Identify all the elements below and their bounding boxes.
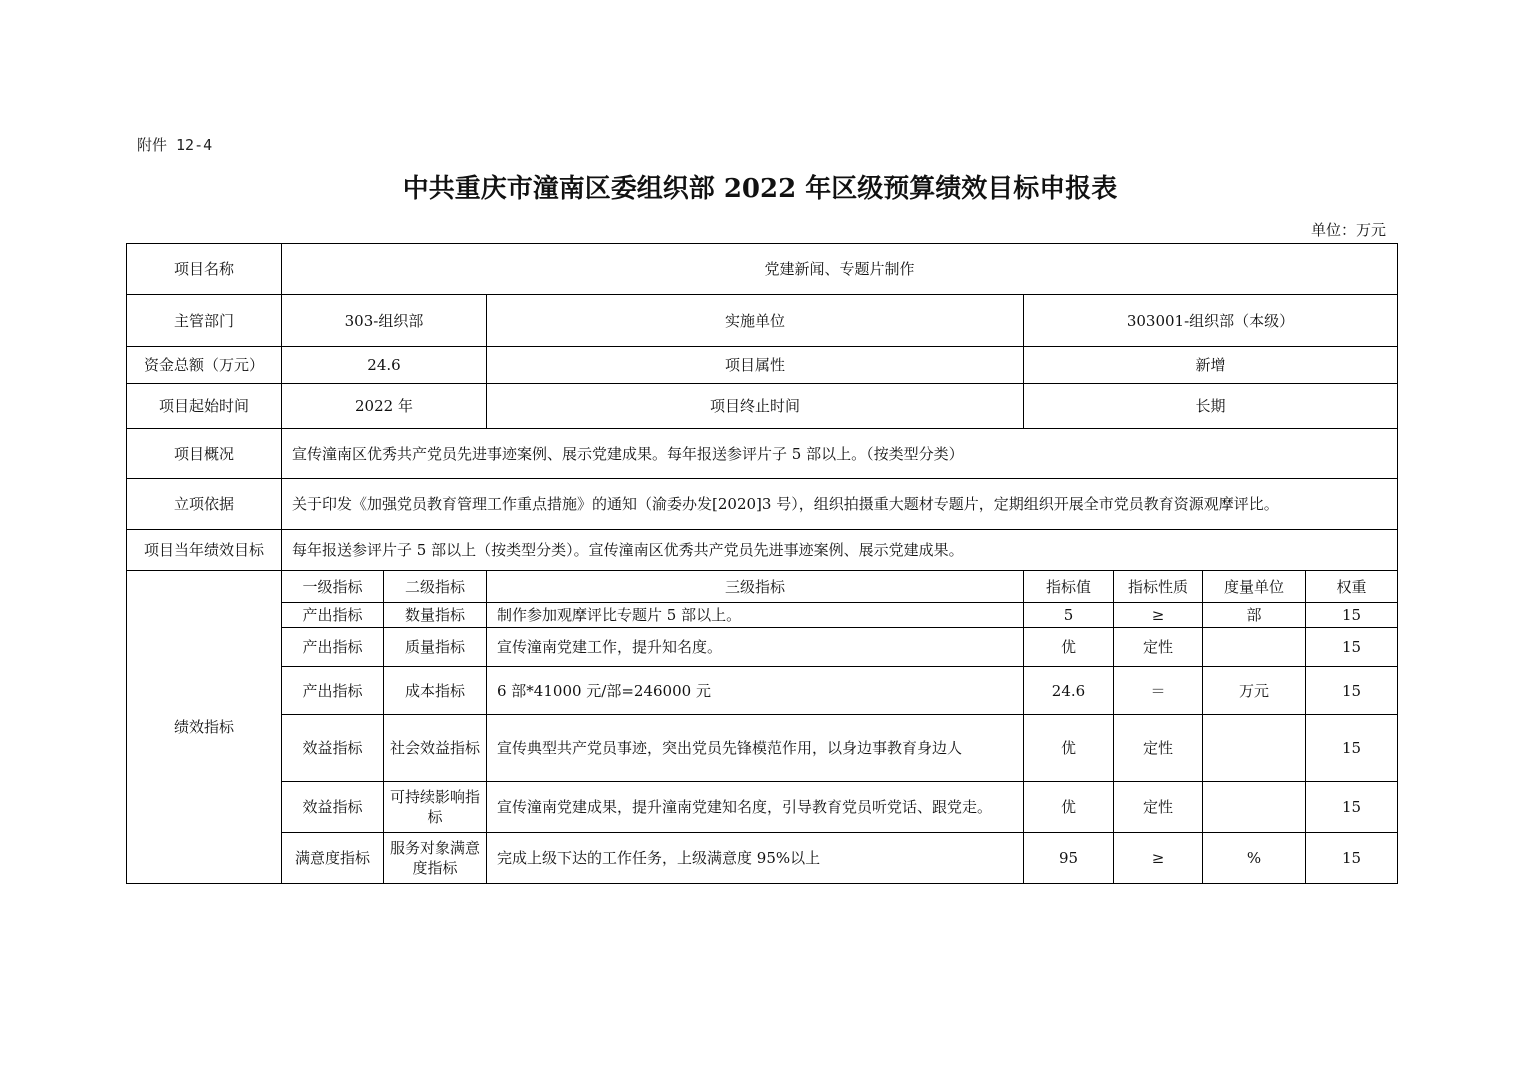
overview-value: 宣传潼南区优秀共产党员先进事迹案例、展示党建成果。每年报送参评片子 5 部以上。（按类型分类） [282, 429, 1398, 479]
level3-cell: 宣传典型共产党员事迹，突出党员先锋模范作用，以身边事教育身边人 [487, 715, 1024, 782]
nature-cell: 定性 [1114, 628, 1203, 667]
project-name-label: 项目名称 [127, 244, 282, 295]
row-goal [127, 530, 1398, 571]
level1-cell: 产出指标 [282, 603, 384, 628]
unit-cell: 部 [1203, 603, 1306, 628]
header-value: 指标值 [1024, 571, 1114, 603]
table-row [127, 782, 1398, 833]
weight-cell: 15 [1306, 667, 1398, 715]
level1-cell: 产出指标 [282, 667, 384, 715]
weight-cell: 15 [1306, 715, 1398, 782]
nature-cell: ≥ [1114, 833, 1203, 884]
nature-cell: ＝ [1114, 667, 1203, 715]
value-cell: 优 [1024, 628, 1114, 667]
level3-cell: 完成上级下达的工作任务，上级满意度 95%以上 [487, 833, 1024, 884]
goal-value: 每年报送参评片子 5 部以上（按类型分类）。宣传潼南区优秀共产党员先进事迹案例、展示党建成果。 [282, 530, 1398, 571]
dept-label: 主管部门 [127, 295, 282, 347]
fund-label: 资金总额（万元） [127, 347, 282, 384]
row-fund [127, 347, 1398, 384]
attr-value: 新增 [1024, 347, 1398, 384]
value-cell: 95 [1024, 833, 1114, 884]
budget-performance-table [126, 243, 1398, 884]
header-weight: 权重 [1306, 571, 1398, 603]
value-cell: 5 [1024, 603, 1114, 628]
row-department [127, 295, 1398, 347]
weight-cell: 15 [1306, 603, 1398, 628]
start-value: 2022 年 [282, 384, 487, 429]
end-label: 项目终止时间 [487, 384, 1024, 429]
level3-cell: 宣传潼南党建工作，提升知名度。 [487, 628, 1024, 667]
table-row [127, 667, 1398, 715]
value-cell: 24.6 [1024, 667, 1114, 715]
unit-note: 单位：万元 [1310, 221, 1386, 239]
weight-cell: 15 [1306, 833, 1398, 884]
row-project-name [127, 244, 1398, 295]
weight-cell: 15 [1306, 628, 1398, 667]
nature-cell: ≥ [1114, 603, 1203, 628]
end-value: 长期 [1024, 384, 1398, 429]
goal-label: 项目当年绩效目标 [127, 530, 282, 571]
impl-label: 实施单位 [487, 295, 1024, 347]
overview-label: 项目概况 [127, 429, 282, 479]
header-unit: 度量单位 [1203, 571, 1306, 603]
level3-cell: 制作参加观摩评比专题片 5 部以上。 [487, 603, 1024, 628]
level2-cell: 可持续影响指标 [384, 782, 487, 833]
basis-label: 立项依据 [127, 479, 282, 530]
weight-cell: 15 [1306, 782, 1398, 833]
impl-value: 303001-组织部（本级） [1024, 295, 1398, 347]
row-time [127, 384, 1398, 429]
attr-label: 项目属性 [487, 347, 1024, 384]
unit-cell [1203, 628, 1306, 667]
project-name-value: 党建新闻、专题片制作 [282, 244, 1398, 295]
unit-cell [1203, 715, 1306, 782]
header-level1: 一级指标 [282, 571, 384, 603]
attachment-number: 附件 12-4 [137, 136, 213, 154]
table-row [127, 715, 1398, 782]
start-label: 项目起始时间 [127, 384, 282, 429]
level2-cell: 数量指标 [384, 603, 487, 628]
level2-cell: 成本指标 [384, 667, 487, 715]
indicators-section-label: 绩效指标 [127, 571, 282, 884]
level2-cell: 服务对象满意度指标 [384, 833, 487, 884]
value-cell: 优 [1024, 715, 1114, 782]
row-basis [127, 479, 1398, 530]
fund-value: 24.6 [282, 347, 487, 384]
header-nature: 指标性质 [1114, 571, 1203, 603]
row-overview [127, 429, 1398, 479]
level2-cell: 社会效益指标 [384, 715, 487, 782]
page-title: 中共重庆市潼南区委组织部 2022 年区级预算绩效目标申报表 [402, 174, 1118, 204]
nature-cell: 定性 [1114, 782, 1203, 833]
level2-cell: 质量指标 [384, 628, 487, 667]
nature-cell: 定性 [1114, 715, 1203, 782]
level1-cell: 满意度指标 [282, 833, 384, 884]
indicator-header-row [127, 571, 1398, 603]
level3-cell: 6 部*41000 元/部=246000 元 [487, 667, 1024, 715]
header-level2: 二级指标 [384, 571, 487, 603]
unit-cell: 万元 [1203, 667, 1306, 715]
level3-cell: 宣传潼南党建成果，提升潼南党建知名度，引导教育党员听党话、跟党走。 [487, 782, 1024, 833]
level1-cell: 效益指标 [282, 715, 384, 782]
level1-cell: 效益指标 [282, 782, 384, 833]
table-row [127, 833, 1398, 884]
header-level3: 三级指标 [487, 571, 1024, 603]
table-row [127, 628, 1398, 667]
basis-value: 关于印发《加强党员教育管理工作重点措施》的通知（渝委办发[2020]3 号），组织拍摄重大题材专题片，定期组织开展全市党员教育资源观摩评比。 [282, 479, 1398, 530]
level1-cell: 产出指标 [282, 628, 384, 667]
table-row [127, 603, 1398, 628]
value-cell: 优 [1024, 782, 1114, 833]
unit-cell [1203, 782, 1306, 833]
dept-value: 303-组织部 [282, 295, 487, 347]
unit-cell: % [1203, 833, 1306, 884]
